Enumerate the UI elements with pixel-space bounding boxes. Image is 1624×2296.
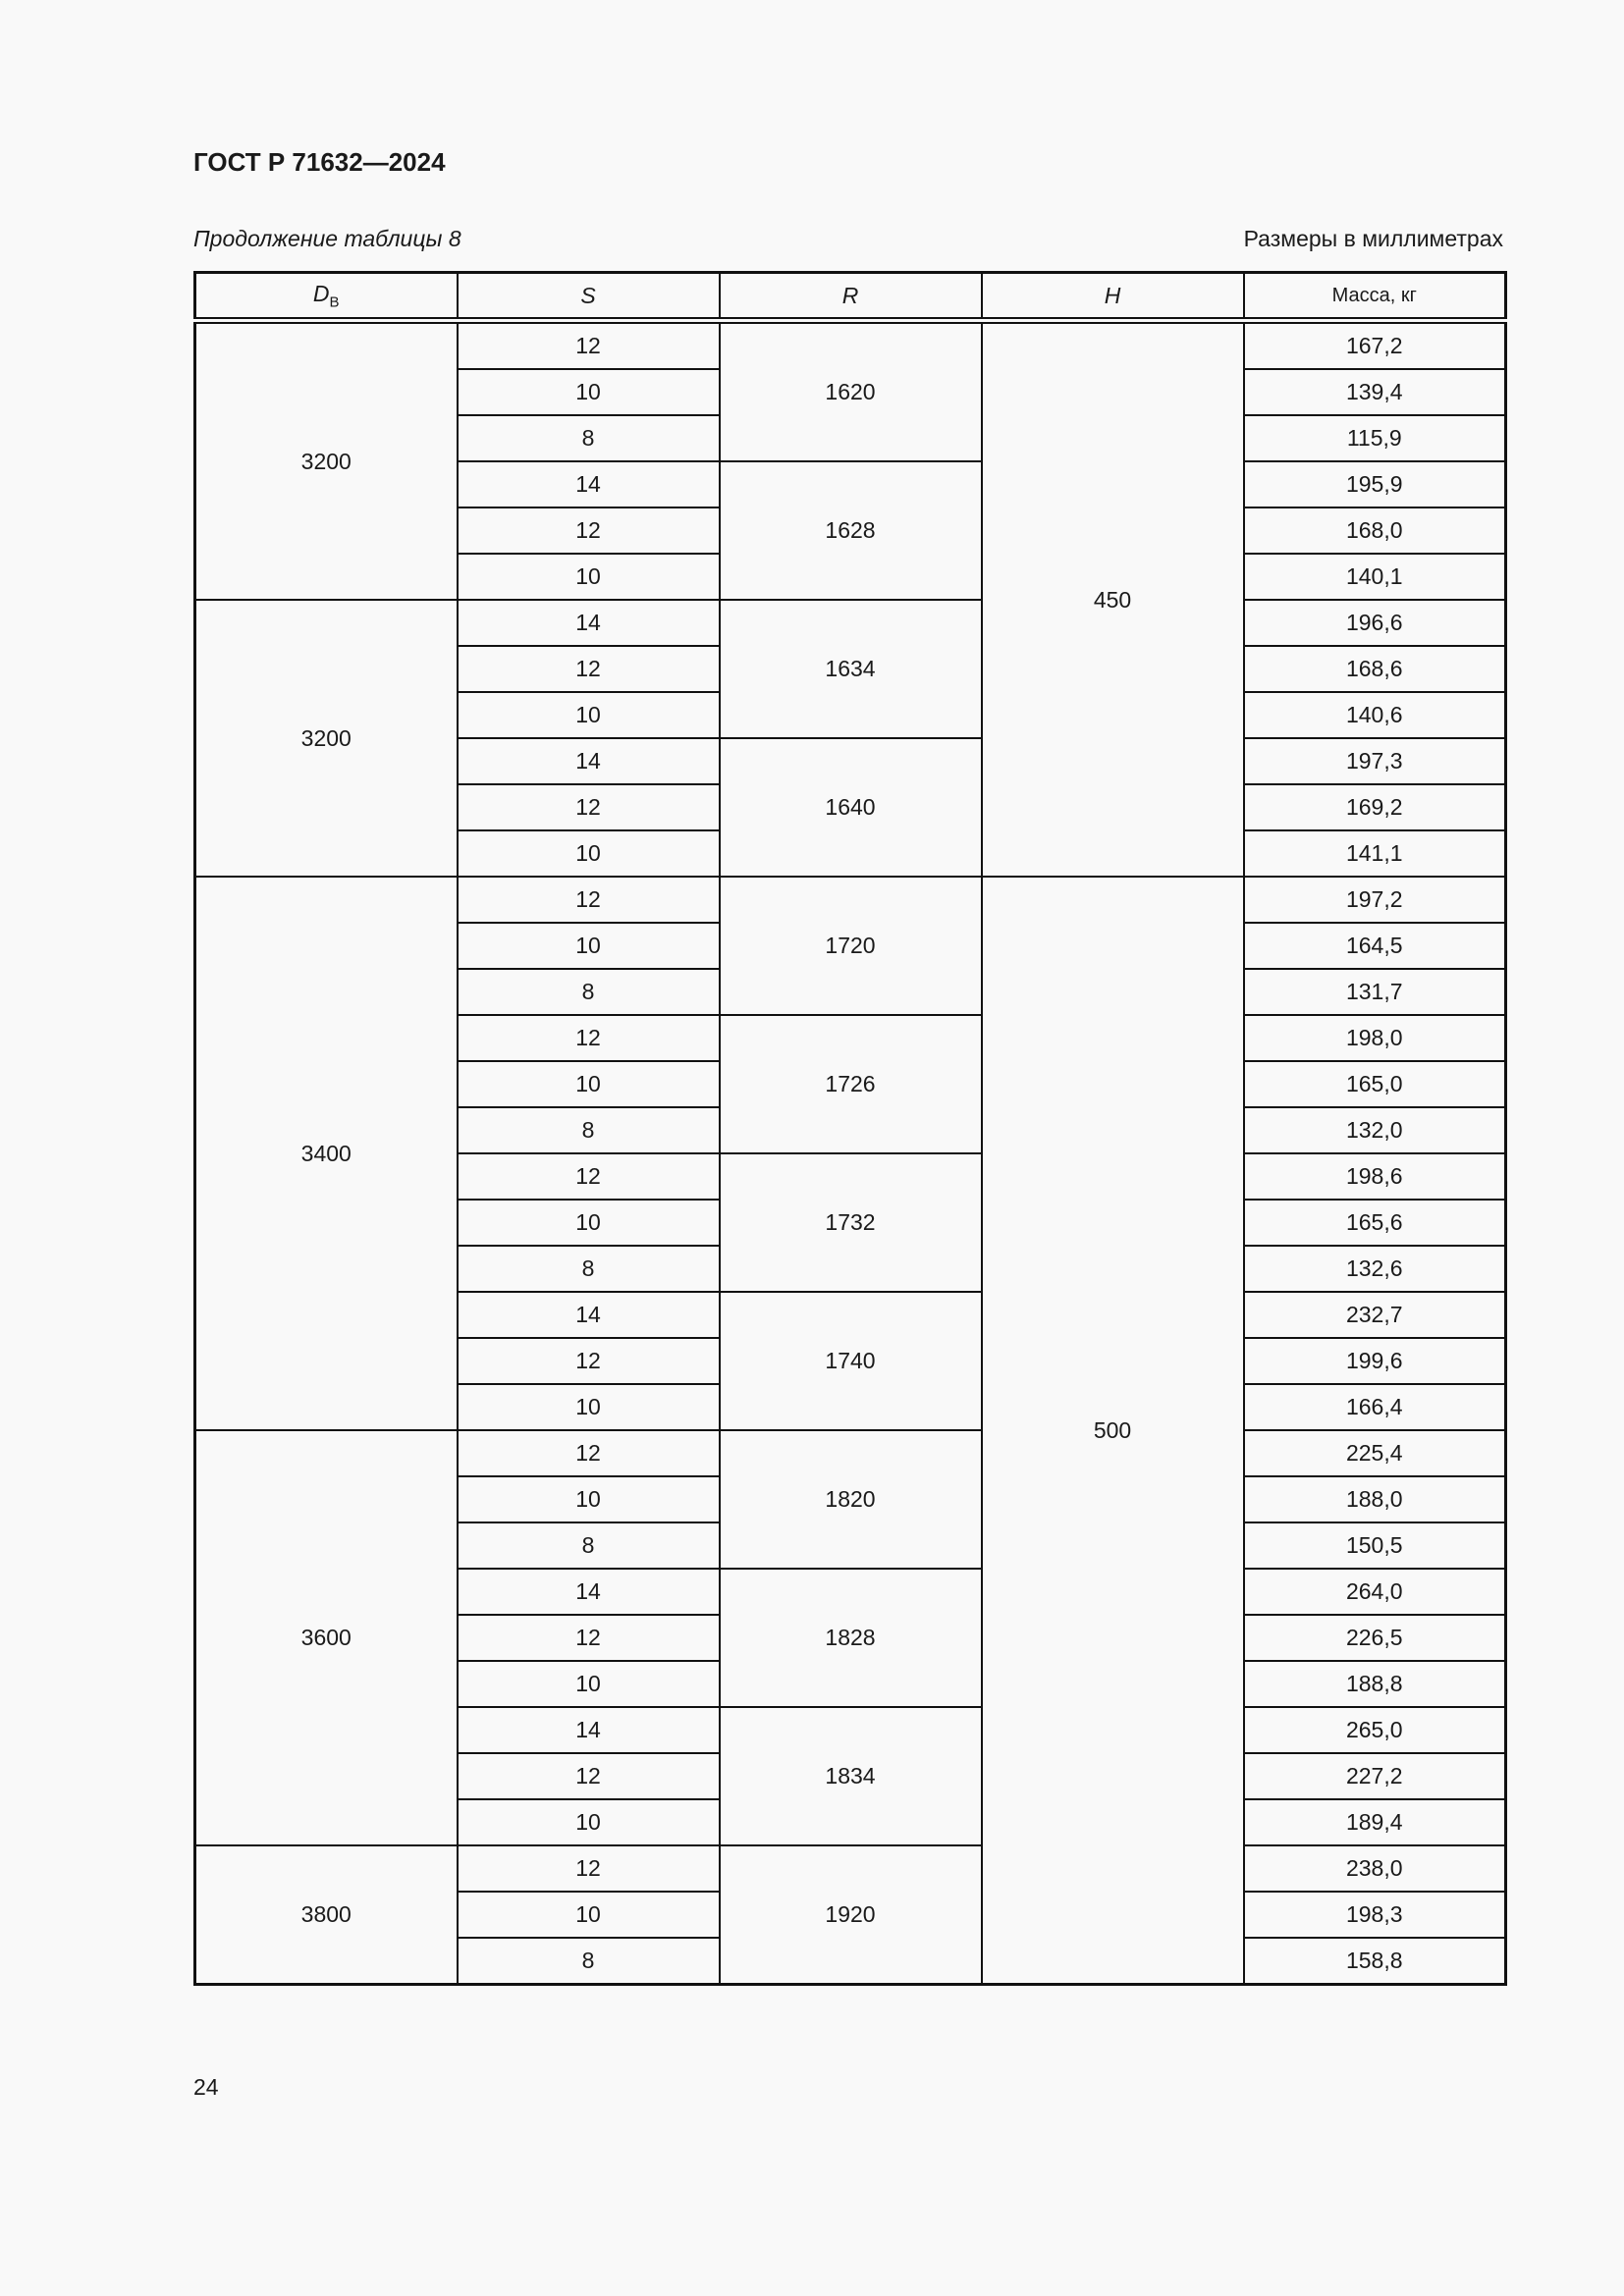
cell-s: 8 <box>458 1522 720 1569</box>
cell-s: 12 <box>458 1153 720 1200</box>
cell-s: 12 <box>458 646 720 692</box>
cell-mass: 188,0 <box>1244 1476 1506 1522</box>
cell-mass: 199,6 <box>1244 1338 1506 1384</box>
cell-s: 14 <box>458 1707 720 1753</box>
cell-mass: 141,1 <box>1244 830 1506 877</box>
cell-mass: 158,8 <box>1244 1938 1506 1985</box>
cell-s: 10 <box>458 1476 720 1522</box>
table-caption: Продолжение таблицы 8 <box>193 226 461 251</box>
cell-mass: 198,6 <box>1244 1153 1506 1200</box>
table-row <box>195 1845 1506 1892</box>
cell-mass: 132,0 <box>1244 1107 1506 1153</box>
cell-r: 1834 <box>720 1707 982 1845</box>
cell-mass: 264,0 <box>1244 1569 1506 1615</box>
cell-mass: 165,6 <box>1244 1200 1506 1246</box>
cell-mass: 140,6 <box>1244 692 1506 738</box>
cell-mass: 150,5 <box>1244 1522 1506 1569</box>
cell-mass: 232,7 <box>1244 1292 1506 1338</box>
cell-r: 1820 <box>720 1430 982 1569</box>
cell-h: 450 <box>982 321 1244 878</box>
cell-r: 1726 <box>720 1015 982 1153</box>
cell-s: 14 <box>458 1292 720 1338</box>
cell-mass: 198,0 <box>1244 1015 1506 1061</box>
cell-s: 14 <box>458 1569 720 1615</box>
header-d <box>195 273 458 321</box>
cell-mass: 165,0 <box>1244 1061 1506 1107</box>
cell-d: 3400 <box>195 877 458 1430</box>
cell-s: 12 <box>458 321 720 370</box>
cell-mass: 227,2 <box>1244 1753 1506 1799</box>
cell-mass: 132,6 <box>1244 1246 1506 1292</box>
cell-s: 12 <box>458 507 720 554</box>
cell-mass: 168,0 <box>1244 507 1506 554</box>
cell-s: 10 <box>458 369 720 415</box>
cell-s: 14 <box>458 600 720 646</box>
cell-mass: 166,4 <box>1244 1384 1506 1430</box>
cell-s: 12 <box>458 1430 720 1476</box>
cell-s: 10 <box>458 1384 720 1430</box>
cell-mass: 196,6 <box>1244 600 1506 646</box>
cell-s: 12 <box>458 877 720 923</box>
cell-s: 10 <box>458 1061 720 1107</box>
units-note: Размеры в миллиметрах <box>1243 226 1503 251</box>
cell-r: 1740 <box>720 1292 982 1430</box>
table-row <box>195 321 1506 370</box>
header-h: H <box>982 273 1244 321</box>
header-r: R <box>720 273 982 321</box>
cell-s: 10 <box>458 554 720 600</box>
header-s: S <box>458 273 720 321</box>
header-d-label: D <box>312 280 330 306</box>
cell-mass: 167,2 <box>1244 321 1506 370</box>
cell-mass: 131,7 <box>1244 969 1506 1015</box>
document-title: ГОСТ Р 71632—2024 <box>193 147 446 177</box>
cell-s: 14 <box>458 461 720 507</box>
cell-r: 1732 <box>720 1153 982 1292</box>
cell-mass: 197,2 <box>1244 877 1506 923</box>
cell-r: 1920 <box>720 1845 982 1985</box>
header-row <box>195 273 1506 321</box>
cell-d: 3800 <box>195 1845 458 1985</box>
cell-s: 14 <box>458 738 720 784</box>
cell-d: 3200 <box>195 600 458 877</box>
header-mass: Масса, кг <box>1244 273 1506 321</box>
cell-s: 10 <box>458 1200 720 1246</box>
cell-mass: 226,5 <box>1244 1615 1506 1661</box>
cell-mass: 164,5 <box>1244 923 1506 969</box>
cell-mass: 197,3 <box>1244 738 1506 784</box>
cell-s: 8 <box>458 1938 720 1985</box>
cell-mass: 189,4 <box>1244 1799 1506 1845</box>
table-row <box>195 1430 1506 1476</box>
cell-s: 10 <box>458 1892 720 1938</box>
cell-s: 10 <box>458 830 720 877</box>
cell-s: 12 <box>458 784 720 830</box>
table-row <box>195 877 1506 923</box>
cell-s: 12 <box>458 1015 720 1061</box>
cell-s: 12 <box>458 1753 720 1799</box>
cell-d: 3600 <box>195 1430 458 1845</box>
cell-mass: 140,1 <box>1244 554 1506 600</box>
cell-mass: 195,9 <box>1244 461 1506 507</box>
cell-r: 1628 <box>720 461 982 600</box>
cell-s: 10 <box>458 923 720 969</box>
header-d-subscript: В <box>329 294 340 311</box>
cell-d: 3200 <box>195 321 458 601</box>
cell-r: 1828 <box>720 1569 982 1707</box>
cell-r: 1620 <box>720 321 982 462</box>
cell-mass: 238,0 <box>1244 1845 1506 1892</box>
table-body <box>195 321 1506 1985</box>
cell-r: 1634 <box>720 600 982 738</box>
cell-h: 500 <box>982 877 1244 1985</box>
cell-mass: 139,4 <box>1244 369 1506 415</box>
cell-s: 8 <box>458 415 720 461</box>
cell-mass: 225,4 <box>1244 1430 1506 1476</box>
cell-s: 8 <box>458 969 720 1015</box>
cell-s: 8 <box>458 1107 720 1153</box>
cell-r: 1720 <box>720 877 982 1015</box>
cell-mass: 188,8 <box>1244 1661 1506 1707</box>
cell-r: 1640 <box>720 738 982 877</box>
cell-mass: 198,3 <box>1244 1892 1506 1938</box>
dimensions-table <box>193 271 1507 1986</box>
cell-mass: 115,9 <box>1244 415 1506 461</box>
cell-s: 12 <box>458 1845 720 1892</box>
cell-s: 12 <box>458 1615 720 1661</box>
cell-mass: 265,0 <box>1244 1707 1506 1753</box>
cell-mass: 168,6 <box>1244 646 1506 692</box>
cell-mass: 169,2 <box>1244 784 1506 830</box>
cell-s: 8 <box>458 1246 720 1292</box>
page-number: 24 <box>193 2074 219 2100</box>
cell-s: 10 <box>458 1661 720 1707</box>
cell-s: 10 <box>458 692 720 738</box>
cell-s: 12 <box>458 1338 720 1384</box>
table-row <box>195 600 1506 646</box>
cell-s: 10 <box>458 1799 720 1845</box>
